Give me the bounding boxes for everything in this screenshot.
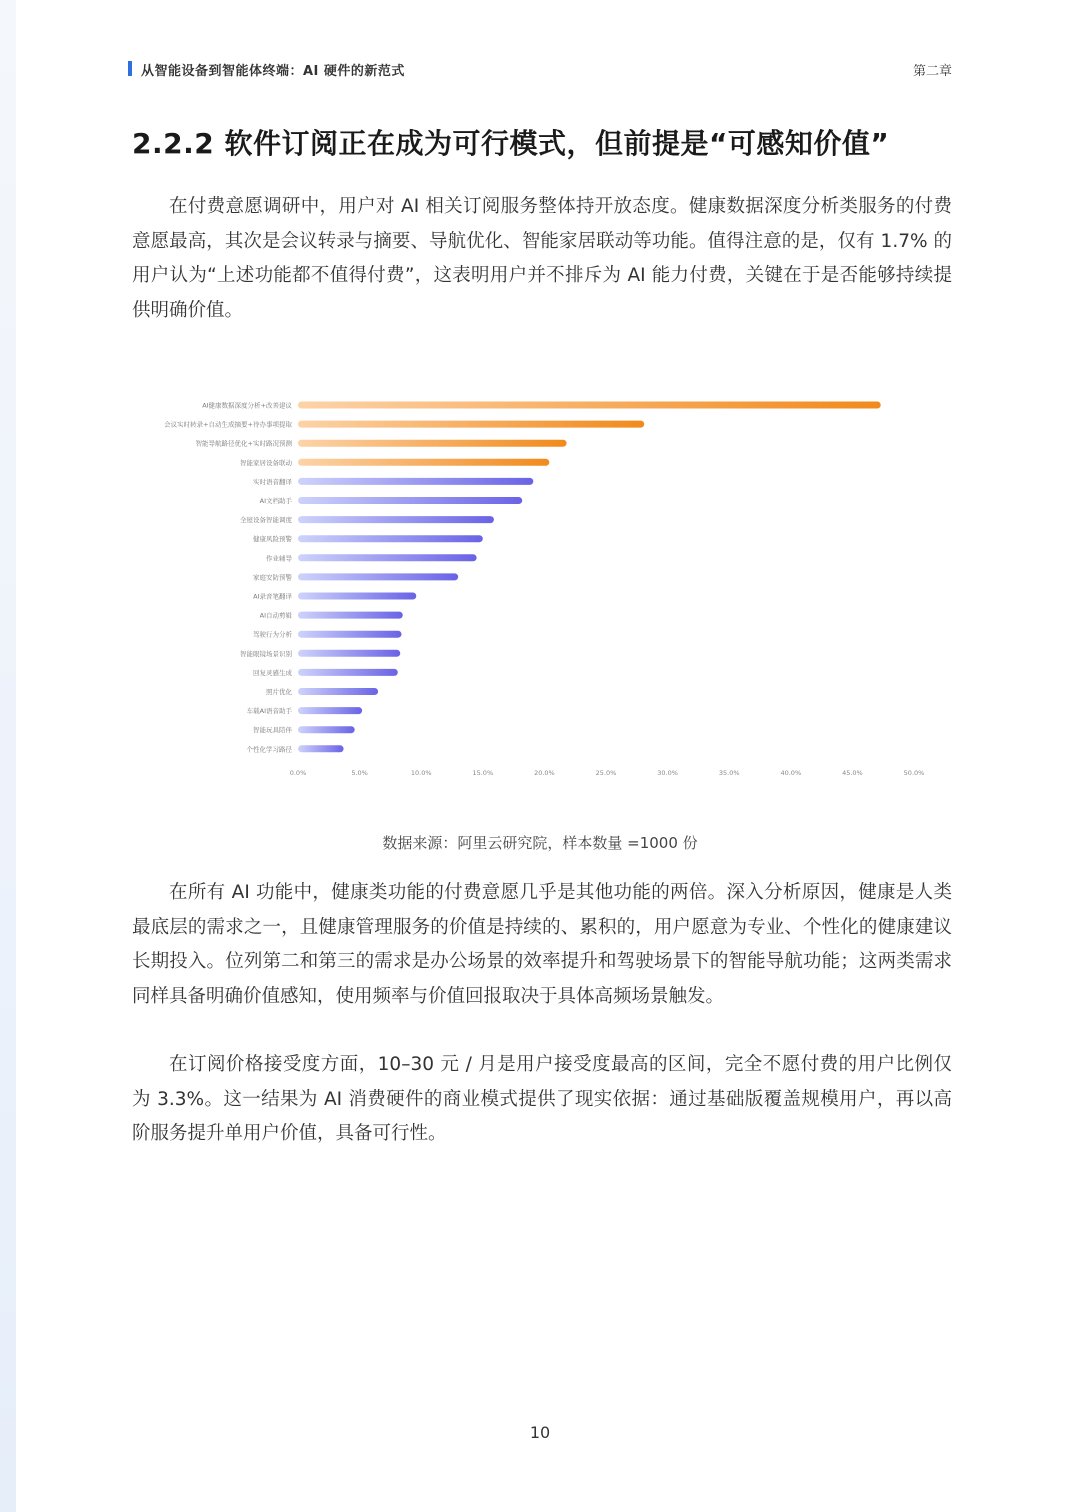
header-accent-bar [128,61,132,76]
x-tick-label: 20.0% [534,769,555,777]
x-tick-label: 45.0% [842,769,863,777]
bar-14 [298,669,398,676]
category-label: 健康风险预警 [253,535,292,544]
bar-2 [298,440,567,447]
x-tick-label: 15.0% [472,769,494,777]
bar-6 [298,516,494,523]
bar-12 [298,631,401,638]
x-tick-label: 0.0% [289,769,307,777]
bar-11 [298,612,403,619]
bar-7 [298,535,483,542]
bar-9 [298,573,458,580]
category-label: 家庭安防预警 [253,573,292,582]
bar-15 [298,688,378,695]
category-label: 会议实时转录+自动生成摘要+待办事项提取 [164,420,292,429]
page-edge-shadow [0,0,16,1512]
category-label: 回复灵感生成 [253,668,292,677]
running-header [128,58,952,80]
x-tick-label: 40.0% [780,769,802,777]
x-tick-label: 10.0% [410,769,432,777]
category-label: AI健康数据深度分析+改善建议 [202,401,292,410]
header-title: 从智能设备到智能体终端：AI 硬件的新范式 [141,64,405,79]
category-label: AI自动剪辑 [259,611,292,620]
category-label: 照片优化 [266,688,292,696]
category-label: 作业辅导 [266,554,292,563]
category-label: AI录音笔翻译 [253,592,292,601]
category-label: 车载AI语音助手 [246,707,292,716]
category-label: 智能玩具陪伴 [253,726,292,735]
chart-caption: 数据来源：阿里云研究院，样本数量 =1000 份 [382,834,698,852]
x-tick-label: 50.0% [903,769,925,777]
header-chapter: 第二章 [912,64,952,79]
paragraph-intro: 在付费意愿调研中，用户对 AI 相关订阅服务整体持开放态度。健康数据深度分析类服务的付费意愿最高，其次是会议转录与摘要、导航优化、智能家居联动等功能。值得注意的是，仅有 1.7% 的用户认为“上述功能都不值得付费”，这表明用户并不排斥为 AI 能力付费，关键在于是否能够持续提供明确价值。 [132,196,952,321]
bar-8 [298,554,477,561]
bar-1 [298,421,644,428]
bar-0 [298,402,881,409]
paragraph-pricing: 在订阅价格接受度方面，10–30 元 / 月是用户接受度最高的区间，完全不愿付费的用户比例仅为 3.3%。这一结果为 AI 消费硬件的商业模式提供了现实依据：通过基础版覆盖规模用户，再以高阶服务提升单用户价值，具备可行性。 [132,1054,952,1144]
category-label: 全屋设备智能调度 [240,516,292,525]
category-label: 驾驶行为分析 [253,630,292,639]
bar-chart [120,385,960,790]
bar-13 [298,650,400,657]
paragraph-analysis: 在所有 AI 功能中，健康类功能的付费意愿几乎是其他功能的两倍。深入分析原因，健康是人类最底层的需求之一，且健康管理服务的价值是持续的、累积的，用户愿意为专业、个性化的健康建议长期投入。位列第二和第三的需求是办公场景的效率提升和驾驶场景下的智能导航功能；这两类需求同样具备明确价值感知，使用频率与价值回报取决于具体高频场景触发。 [132,882,952,1007]
bar-16 [298,707,362,714]
bar-chart-svg [120,385,960,790]
category-label: 个性化学习路径 [246,745,292,754]
section-title: 2.2.2 软件订阅正在成为可行模式，但前提是“可感知价值” [132,127,890,160]
x-tick-label: 5.0% [351,769,368,777]
category-label: AI文档助手 [259,497,292,505]
page-number: 10 [529,1423,551,1442]
x-tick-label: 25.0% [595,769,617,777]
x-tick-label: 30.0% [657,769,678,777]
category-label: 实时语音翻译 [253,477,292,486]
category-label: 智能家居设备联动 [240,458,292,467]
bar-10 [298,593,416,600]
bar-3 [298,459,549,466]
bar-18 [298,745,344,752]
bar-5 [298,497,522,504]
category-label: 智能导航路径优化+实时路况预测 [195,439,292,448]
bar-4 [298,478,533,485]
x-tick-label: 35.0% [718,769,740,777]
bar-17 [298,726,355,733]
category-label: 智能眼镜场景识别 [240,649,292,658]
